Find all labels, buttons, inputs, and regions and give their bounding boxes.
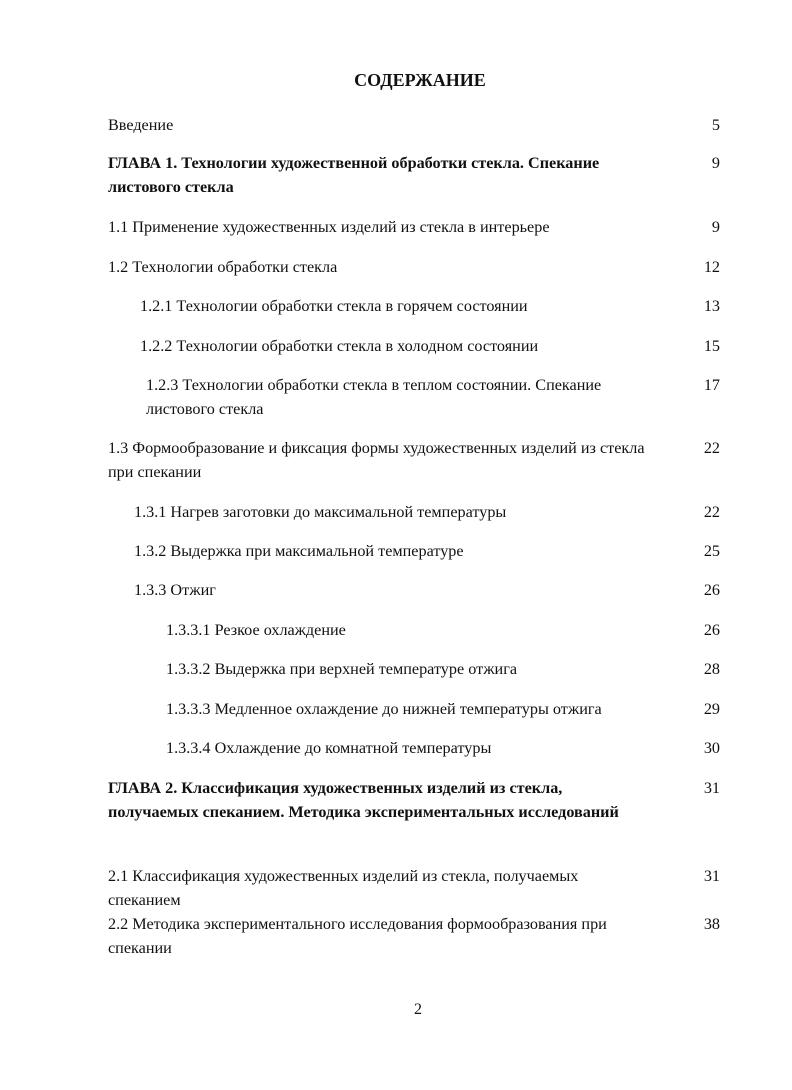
toc-entry-1-3-3-2: [166, 657, 720, 681]
toc-entry-1-3-3: [134, 578, 720, 602]
toc-entry-page: 5: [711, 116, 720, 134]
toc-entry-chapter-1: [108, 151, 720, 199]
toc-entry-page: 31: [703, 779, 720, 797]
toc-entry-1-3-1: [134, 500, 720, 524]
toc-entry-page: 9: [711, 218, 720, 236]
toc-entry-text: 1.3.3 Отжиг: [134, 581, 216, 599]
toc-entry-text: ГЛАВА 1. Технологии художественной обработки стекла. Спекание листового стекла: [108, 154, 600, 196]
toc-entry-1-3-3-3: [166, 697, 720, 721]
toc-entry-text: 1.1 Применение художественных изделий из стекла в интерьере: [108, 218, 550, 236]
toc-entry-1-3-3-1: [166, 618, 720, 642]
toc-entry-page: 30: [703, 739, 720, 757]
toc-entry-page: 26: [703, 621, 720, 639]
toc-entry-1-1: [108, 215, 720, 239]
toc-entry-text: 2.2 Методика экспериментального исследования формообразования при спекании: [108, 915, 607, 957]
toc-entry-page: 31: [703, 867, 720, 885]
toc-entry-text: 1.3 Формообразование и фиксация формы художественных изделий из стекла при спекании: [108, 439, 645, 481]
toc-entry-text: 1.3.3.1 Резкое охлаждение: [166, 621, 346, 639]
toc-entry-page: 22: [703, 503, 720, 521]
toc-entry-page: 12: [703, 258, 720, 276]
toc-entry-text: 1.3.3.4 Охлаждение до комнатной температуры: [166, 739, 492, 757]
toc-entry-1-2-2: [140, 334, 720, 358]
toc-entry-page: 22: [703, 439, 720, 457]
toc-entry-page: 17: [703, 376, 720, 394]
toc-entry-2-1: [108, 864, 720, 912]
toc-entry-1-2: [108, 255, 720, 279]
toc-entry-page: 13: [703, 297, 720, 315]
toc-entry-2-2: [108, 912, 720, 960]
toc-title: СОДЕРЖАНИЕ: [354, 70, 486, 90]
toc-entry-1-2-1: [140, 294, 720, 318]
page-number: 2: [414, 1001, 422, 1018]
toc-entry-introduction: [108, 113, 720, 137]
toc-entry-text: ГЛАВА 2. Классификация художественных изделий из стекла, получаемых спеканием. Методика экспериментальных исследований: [108, 779, 619, 821]
toc-entry-page: 26: [703, 581, 720, 599]
toc-entry-1-3: [108, 436, 720, 484]
toc-entry-text: 1.2 Технологии обработки стекла: [108, 258, 338, 276]
toc-entry-text: 1.3.1 Нагрев заготовки до максимальной температуры: [134, 503, 507, 521]
toc-entry-chapter-2: [108, 776, 720, 824]
toc-entry-text: 1.2.3 Технологии обработки стекла в теплом состоянии. Спекание листового стекла: [146, 376, 602, 418]
toc-entry-1-2-3: [146, 373, 720, 421]
toc-entry-text: 2.1 Классификация художественных изделий из стекла, получаемых спеканием: [108, 867, 579, 909]
toc-entry-page: 38: [703, 915, 720, 933]
toc-entry-page: 25: [703, 542, 720, 560]
toc-entry-text: 1.3.2 Выдержка при максимальной температуре: [134, 542, 464, 560]
toc-entry-text: 1.2.1 Технологии обработки стекла в горячем состоянии: [140, 297, 528, 315]
toc-entry-text: Введение: [108, 116, 174, 134]
toc-entry-1-3-3-4: [166, 736, 720, 760]
toc-entry-page: 29: [703, 700, 720, 718]
toc-entry-1-3-2: [134, 539, 720, 563]
toc-entry-text: 1.2.2 Технологии обработки стекла в холодном состоянии: [140, 337, 539, 355]
toc-entry-page: 15: [703, 337, 720, 355]
toc-entry-text: 1.3.3.2 Выдержка при верхней температуре отжига: [166, 660, 518, 678]
toc-entry-page: 28: [703, 660, 720, 678]
toc-entry-page: 9: [711, 154, 720, 172]
toc-entry-text: 1.3.3.3 Медленное охлаждение до нижней температуры отжига: [166, 700, 602, 718]
